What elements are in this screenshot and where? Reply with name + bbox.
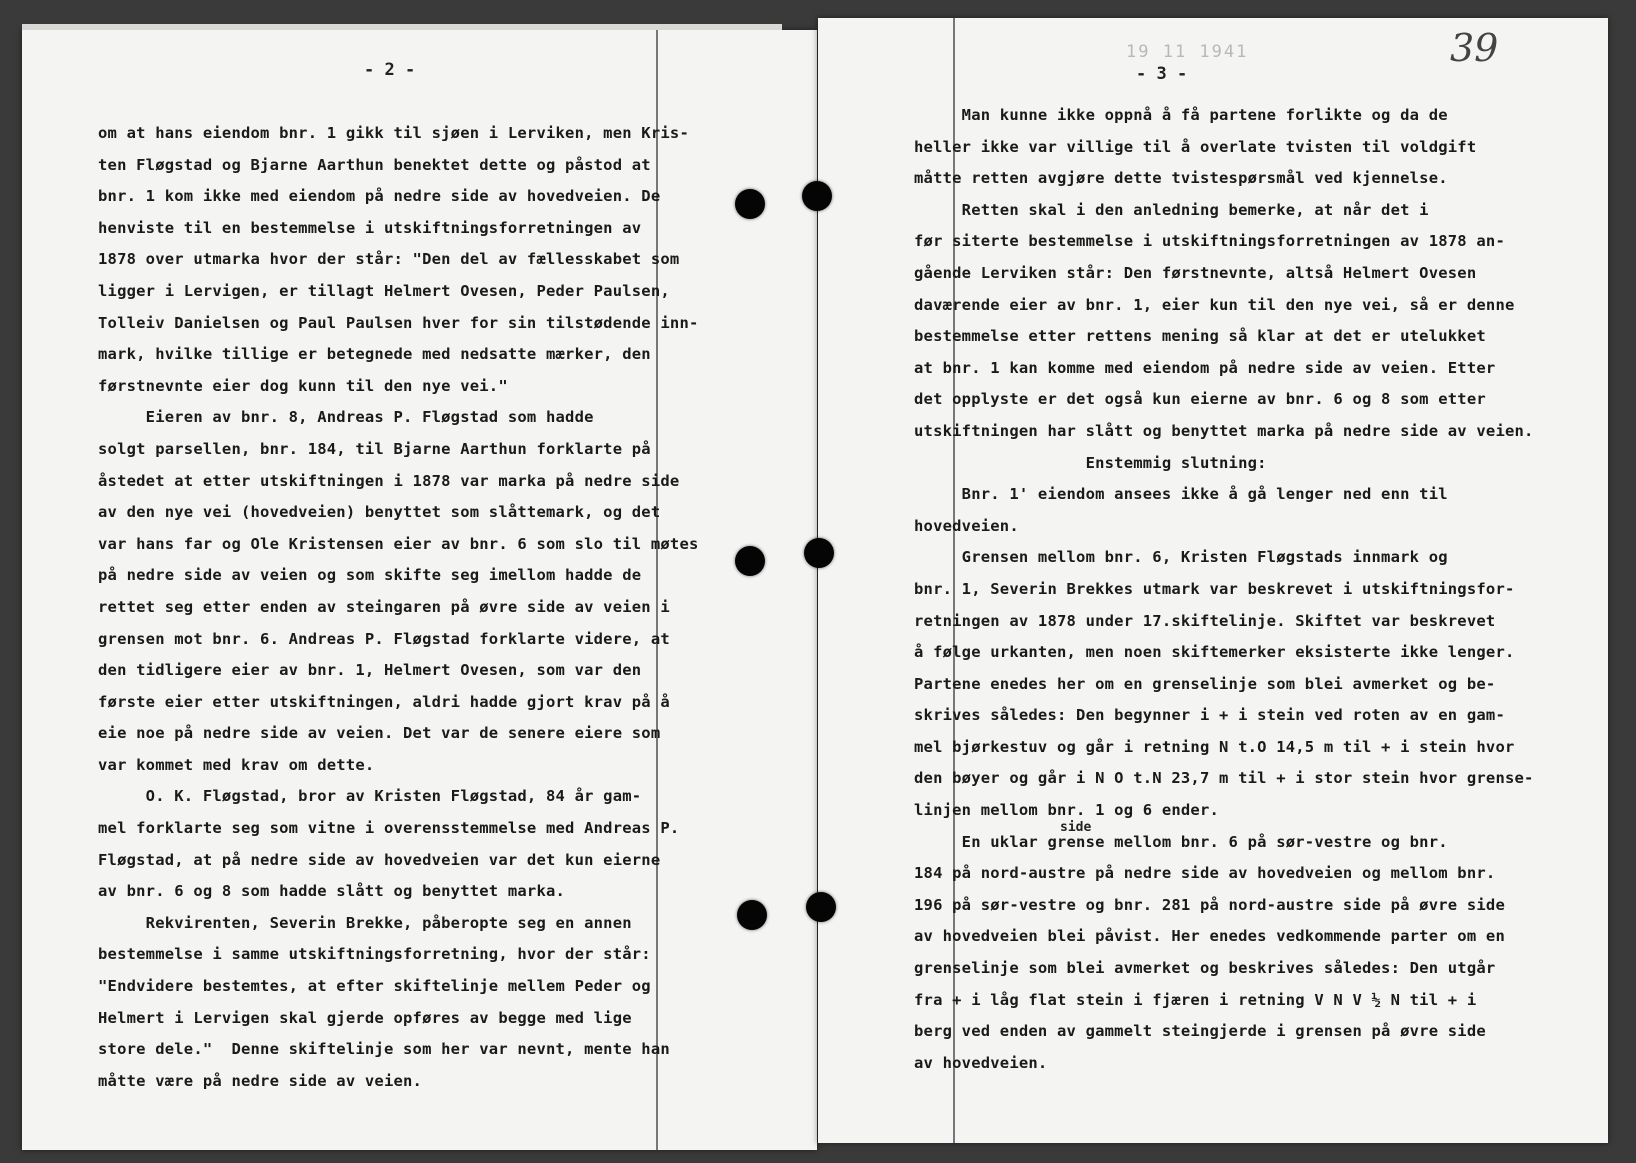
text-line: henviste til en bestemmelse i utskiftningsforretningen av (98, 218, 642, 237)
text-line: heller ikke var villige til å overlate tvisten til voldgift (914, 137, 1477, 156)
right-page-number: - 3 - (1136, 64, 1188, 84)
punch-hole (735, 546, 765, 576)
text-line: mark, hvilke tillige er betegnede med nedsatte mærker, den (98, 345, 651, 364)
text-line: å følge urkanten, men noen skiftemerker eksisterte ikke lenger. (914, 643, 1515, 662)
text-line: utskiftningen har slått og benyttet marka på nedre side av veien. (914, 421, 1534, 440)
text-line: daværende eier av bnr. 1, eier kun til den nye vei, så er denne (914, 295, 1515, 314)
text-line: En uklar grense mellom bnr. 6 på sør-vestre og bnr. (914, 832, 1448, 851)
text-line: Tolleiv Danielsen og Paul Paulsen hver for sin tilstødende inn- (98, 313, 699, 332)
text-line: Man kunne ikke oppnå å få partene forlikte og da de (914, 106, 1448, 124)
text-line: Partene enedes her om en grenselinje som blei avmerket og be- (914, 674, 1496, 693)
text-line: første eier etter utskiftningen, aldri hadde gjort krav på å (98, 692, 670, 711)
text-line: fra + i låg flat stein i fjæren i retning V N V ½ N til + i (914, 990, 1477, 1009)
text-line: bestemmelse etter rettens mening så klar at det er utelukket (914, 327, 1486, 346)
text-line: retningen av 1878 under 17.skiftelinje. Skiftet var beskrevet (914, 611, 1496, 630)
punch-hole (735, 189, 765, 219)
text-line: av bnr. 6 og 8 som hadde slått og benyttet marka. (98, 882, 566, 901)
handwritten-insertion: side (1060, 820, 1092, 835)
text-line: førstnevnte eier dog kunn til den nye vei." (98, 376, 508, 395)
text-line: Helmert i Lervigen skal gjerde opføres av begge med lige (98, 1008, 632, 1027)
text-line: av hovedveien blei påvist. Her enedes vedkommende parter om en (914, 927, 1505, 946)
right-page-text (914, 100, 1534, 1079)
folio-number: 39 (1450, 26, 1499, 70)
text-line: ligger i Lervigen, er tillagt Helmert Ovesen, Peder Paulsen, (98, 281, 670, 300)
text-line: Fløgstad, at på nedre side av hovedveien var det kun eierne (98, 850, 661, 869)
punch-hole (802, 181, 832, 211)
text-line: åstedet at etter utskiftningen i 1878 var marka på nedre side (98, 471, 680, 490)
text-line: linjen mellom bnr. 1 og 6 ender. (914, 801, 1220, 820)
text-line: gående Lerviken står: Den førstnevnte, altså Helmert Ovesen (914, 263, 1477, 282)
text-line: 196 på sør-vestre og bnr. 281 på nord-austre side på øvre side (914, 895, 1505, 914)
text-line: store dele." Denne skiftelinje som her var nevnt, mente han (98, 1040, 670, 1059)
date-stamp: 19 11 1941 (1126, 42, 1249, 62)
text-line: Retten skal i den anledning bemerke, at når det i (914, 200, 1429, 219)
text-line: av den nye vei (hovedveien) benyttet som slåttemark, og det (98, 503, 661, 522)
text-line: den bøyer og går i N O t.N 23,7 m til + i stor stein hvor grense- (914, 769, 1534, 788)
text-line: 1878 over utmarka hvor der står: "Den del av fællesskabet som (98, 250, 680, 269)
text-line: O. K. Fløgstad, bror av Kristen Fløgstad, 84 år gam- (98, 787, 642, 806)
text-line: på nedre side av veien og som skifte seg imellom hadde de (98, 566, 642, 585)
text-line: grensen mot bnr. 6. Andreas P. Fløgstad forklarte videre, at (98, 629, 670, 648)
left-page-text (98, 118, 699, 1097)
right-page (818, 18, 1608, 1143)
text-line: Grensen mellom bnr. 6, Kristen Fløgstads innmark og (914, 548, 1448, 567)
text-line: måtte være på nedre side av veien. (98, 1071, 423, 1090)
text-line: solgt parsellen, bnr. 184, til Bjarne Aarthun forklarte på (98, 439, 651, 458)
text-line: Enstemmig slutning: (914, 453, 1267, 472)
text-line: mel bjørkestuv og går i retning N t.O 14,5 m til + i stein hvor (914, 737, 1515, 756)
text-line: av hovedveien. (914, 1053, 1048, 1072)
text-line: om at hans eiendom bnr. 1 gikk til sjøen i Lerviken, men Kris- (98, 124, 689, 142)
text-line: den tidligere eier av bnr. 1, Helmert Ovesen, som var den (98, 661, 642, 680)
text-line: var kommet med krav om dette. (98, 755, 375, 774)
punch-hole (804, 538, 834, 568)
text-line: mel forklarte seg som vitne i overensstemmelse med Andreas P. (98, 819, 680, 838)
left-page (22, 30, 817, 1150)
punch-hole (806, 892, 836, 922)
text-line: at bnr. 1 kan komme med eiendom på nedre side av veien. Etter (914, 358, 1496, 377)
text-line: bnr. 1 kom ikke med eiendom på nedre side av hovedveien. De (98, 187, 661, 206)
text-line: "Endvidere bestemtes, at efter skiftelinje mellem Peder og (98, 977, 651, 996)
text-line: eie noe på nedre side av veien. Det var de senere eiere som (98, 724, 661, 743)
text-line: 184 på nord-austre på nedre side av hovedveien og mellom bnr. (914, 864, 1496, 883)
text-line: berg ved enden av gammelt steingjerde i grensen på øvre side (914, 1022, 1486, 1041)
text-line: det opplyste er det også kun eierne av bnr. 6 og 8 som etter (914, 390, 1486, 409)
text-line: var hans far og Ole Kristensen eier av bnr. 6 som slo til møtes (98, 534, 699, 553)
text-line: bestemmelse i samme utskiftningsforretning, hvor der står: (98, 945, 651, 964)
text-line: skrives således: Den begynner i + i stein ved roten av en gam- (914, 706, 1505, 725)
text-line: Eieren av bnr. 8, Andreas P. Fløgstad som hadde (98, 408, 594, 427)
text-line: Rekvirenten, Severin Brekke, påberopte seg en annen (98, 913, 632, 932)
left-page-number: - 2 - (364, 60, 416, 80)
text-line: ten Fløgstad og Bjarne Aarthun benektet dette og påstod at (98, 155, 651, 174)
text-line: grenselinje som blei avmerket og beskrives således: Den utgår (914, 959, 1496, 978)
punch-hole (737, 900, 767, 930)
text-line: måtte retten avgjøre dette tvistespørsmål ved kjennelse. (914, 169, 1448, 188)
text-line: rettet seg etter enden av steingaren på øvre side av veien i (98, 597, 670, 616)
text-line: Bnr. 1' eiendom ansees ikke å gå lenger ned enn til (914, 485, 1448, 504)
text-line: bnr. 1, Severin Brekkes utmark var beskrevet i utskiftningsfor- (914, 579, 1515, 598)
text-line: hovedveien. (914, 516, 1019, 535)
text-line: før siterte bestemmelse i utskiftningsforretningen av 1878 an- (914, 232, 1505, 251)
